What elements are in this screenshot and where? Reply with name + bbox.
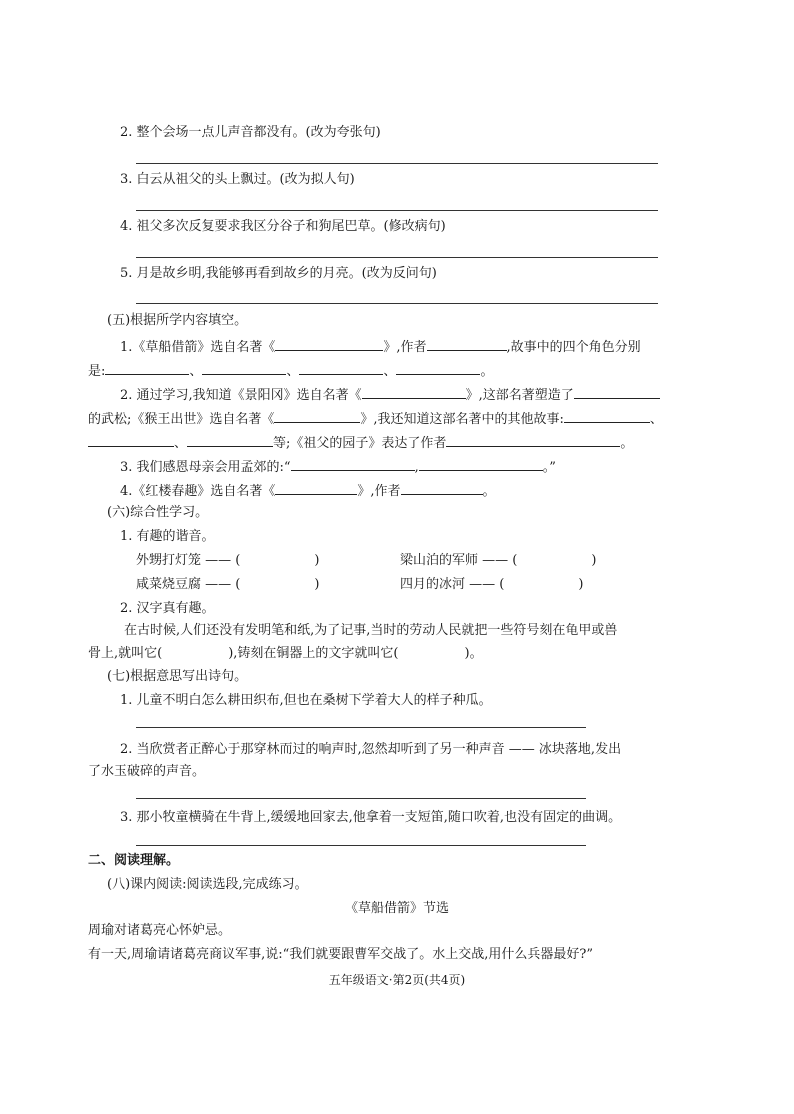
blank[interactable]	[564, 408, 650, 423]
blank[interactable]	[291, 456, 415, 471]
section-title: (五)根据所学内容填空。	[107, 313, 248, 328]
question-text: 2. 整个会场一点儿声音都没有。(改为夸张句)	[120, 125, 381, 140]
question-text: 2. 汉字真有趣。	[120, 601, 215, 616]
fill-question: 3. 我们感恩母亲会用孟郊的:“ , 。”	[120, 456, 556, 477]
passage-line: 有一天,周瑜请诸葛亮商议军事,说:“我们就要跟曹军交战了。水上交战,用什么兵器最好?”	[88, 947, 594, 962]
part-heading: 二、阅读理解。	[88, 853, 180, 868]
fill-question: 、 等;《祖父的园子》表达了作者 。	[88, 432, 633, 453]
answer-line[interactable]	[136, 257, 658, 258]
fill-question: 是: 、 、 、 。	[88, 360, 493, 381]
question-text: 5. 月是故乡明,我能够再看到故乡的月亮。(改为反问句)	[120, 266, 437, 281]
section-title: (六)综合性学习。	[107, 505, 209, 520]
section-title: (八)课内阅读:阅读选段,完成练习。	[107, 877, 308, 892]
paragraph-line: 在古时候,人们还没有发明笔和纸,为了记事,当时的劳动人民就把一些符号刻在龟甲或兽	[124, 623, 618, 638]
blank[interactable]	[574, 384, 660, 399]
pun-item: 四月的冰河 —— ( )	[400, 577, 584, 592]
paragraph-line: 骨上,就叫它( ),铸刻在铜器上的文字就叫它( )。	[88, 646, 483, 661]
blank[interactable]	[362, 384, 466, 399]
blank[interactable]	[401, 480, 483, 495]
blank[interactable]	[275, 480, 357, 495]
blank[interactable]	[396, 360, 480, 375]
question-text: 2. 当欣赏者正醉心于那穿林而过的响声时,忽然却听到了另一种声音 —— 冰块落地,发出	[120, 742, 622, 757]
blank[interactable]	[299, 360, 383, 375]
blank[interactable]	[88, 432, 174, 447]
answer-line[interactable]	[136, 845, 586, 846]
fill-question: 4.《红楼春趣》选自名著《 》,作者 。	[120, 480, 496, 501]
pun-item: 梁山泊的军师 —— ( )	[400, 553, 597, 568]
fill-question: 2. 通过学习,我知道《景阳冈》选自名著《 》,这部名著塑造了	[120, 384, 660, 405]
answer-line[interactable]	[136, 727, 586, 728]
question-text: 3. 那小牧童横骑在牛背上,缓缓地回家去,他拿着一支短笛,随口吹着,也没有固定的曲调。	[120, 810, 622, 825]
question-text: 了水玉破碎的声音。	[88, 764, 206, 779]
answer-line[interactable]	[136, 210, 658, 211]
page-footer: 五年级语文·第2页(共4页)	[328, 973, 466, 987]
question-text: 3. 白云从祖父的头上飘过。(改为拟人句)	[120, 172, 355, 187]
question-text: 4. 祖父多次反复要求我区分谷子和狗尾巴草。(修改病句)	[120, 219, 446, 234]
pun-item: 外甥打灯笼 —— ( )	[136, 553, 320, 568]
fill-question: 的武松;《猴王出世》选自名著《 》,我还知道这部名著中的其他故事: 、	[88, 408, 663, 429]
passage-title: 《草船借箭》节选	[344, 901, 449, 916]
blank[interactable]	[275, 336, 383, 351]
section-title: (七)根据意思写出诗句。	[107, 669, 248, 684]
blank[interactable]	[427, 336, 507, 351]
blank[interactable]	[187, 432, 273, 447]
answer-line[interactable]	[136, 163, 658, 164]
blank[interactable]	[419, 456, 543, 471]
blank[interactable]	[274, 408, 360, 423]
blank[interactable]	[105, 360, 189, 375]
blank[interactable]	[446, 432, 620, 447]
pun-item: 咸菜烧豆腐 —— ( )	[136, 577, 320, 592]
answer-line[interactable]	[136, 798, 586, 799]
answer-line[interactable]	[136, 303, 658, 304]
question-text: 1. 儿童不明白怎么耕田织布,但也在桑树下学着大人的样子种瓜。	[120, 693, 492, 708]
blank[interactable]	[202, 360, 286, 375]
passage-line: 周瑜对诸葛亮心怀妒忌。	[88, 923, 232, 938]
question-text: 1. 有趣的谐音。	[120, 529, 215, 544]
fill-question: 1.《草船借箭》选自名著《 》,作者 ,故事中的四个角色分别	[120, 336, 641, 357]
